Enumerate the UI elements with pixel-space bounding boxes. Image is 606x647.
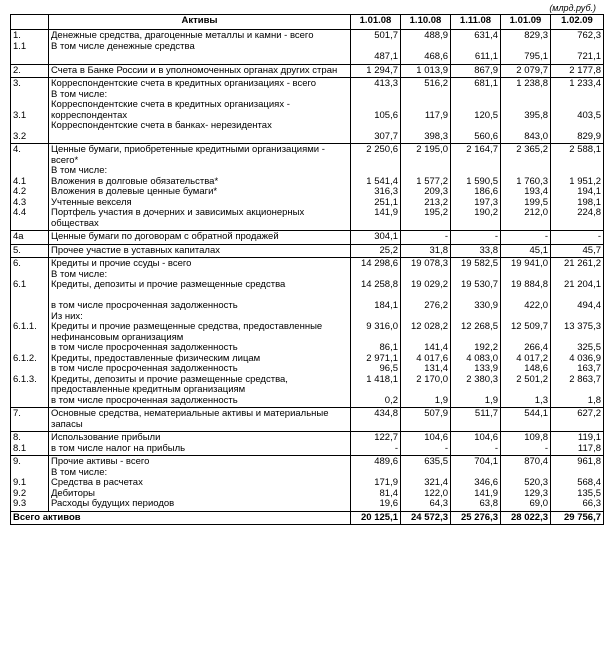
value-cell: 2 177,8 (551, 64, 604, 78)
value-cell: 762,3 721,1 (551, 30, 604, 65)
value-cell: 867,9 (451, 64, 501, 78)
row-label: Корреспондентские счета в кредитных организациях - всего В том числе: Корреспондентские счета в кредитных организациях - корреспондентах Корреспондентские счета в банках- нерезидентах (49, 78, 351, 144)
row-label: Прочее участие в уставных капиталах (49, 244, 351, 258)
row-number: 5. (11, 244, 49, 258)
value-cell: 501,7 487,1 (351, 30, 401, 65)
unit-note: (млрд.руб.) (549, 3, 596, 13)
header-date: 1.11.08 (451, 15, 501, 30)
value-cell: 1 294,7 (351, 64, 401, 78)
table-row (11, 258, 604, 408)
value-cell: 627,2 (551, 408, 604, 432)
value-cell: 28 022,3 (501, 511, 551, 525)
header-no (11, 15, 49, 30)
value-cell: 109,8 - (501, 432, 551, 456)
value-cell: 681,1 120,5 560,6 (451, 78, 501, 144)
value-cell: 2 079,7 (501, 64, 551, 78)
value-cell: 2 164,7 1 590,5 186,6 197,3 190,2 (451, 144, 501, 231)
value-cell: 507,9 (401, 408, 451, 432)
header-date: 1.01.08 (351, 15, 401, 30)
table-body (11, 30, 604, 525)
value-cell: 2 365,2 1 760,3 193,4 199,5 212,0 (501, 144, 551, 231)
table-row (11, 30, 604, 65)
value-cell: 870,4 520,3 129,3 69,0 (501, 456, 551, 512)
value-cell: 544,1 (501, 408, 551, 432)
table-row (11, 144, 604, 231)
header-date: 1.02.09 (551, 15, 604, 30)
value-cell: 25 276,3 (451, 511, 501, 525)
value-cell: 2 250,6 1 541,4 316,3 251,1 141,9 (351, 144, 401, 231)
value-cell: 19 941,0 19 884,8 422,0 12 509,7 266,4 4 017,2 148,6 2 501,2 1,3 (501, 258, 551, 408)
table-row (11, 231, 604, 245)
row-number: 4а (11, 231, 49, 245)
value-cell: 413,3 105,6 307,7 (351, 78, 401, 144)
row-number: 4. 4.1 4.2 4.3 4.4 (11, 144, 49, 231)
value-cell: 31,8 (401, 244, 451, 258)
value-cell: 1 238,8 395,8 843,0 (501, 78, 551, 144)
row-label: Основные средства, нематериальные активы и материальные запасы (49, 408, 351, 432)
row-label: Счета в Банке России и в уполномоченных органах других стран (49, 64, 351, 78)
row-number: 3. 3.1 3.2 (11, 78, 49, 144)
value-cell: 21 261,2 21 204,1 494,4 13 375,3 325,5 4 036,9 163,7 2 863,7 1,8 (551, 258, 604, 408)
row-number: 6. 6.1 6.1.1. 6.1.2. 6.1.3. (11, 258, 49, 408)
table-row (11, 408, 604, 432)
header-assets: Активы (49, 15, 351, 30)
value-cell: 19 078,3 19 029,2 276,2 12 028,2 141,4 4 017,6 131,4 2 170,0 1,9 (401, 258, 451, 408)
row-label: Использование прибыли в том числе налог на прибыль (49, 432, 351, 456)
value-cell: 33,8 (451, 244, 501, 258)
value-cell: - (451, 231, 501, 245)
value-cell: 45,7 (551, 244, 604, 258)
value-cell: 631,4 611,1 (451, 30, 501, 65)
header-date: 1.10.08 (401, 15, 451, 30)
assets-table (10, 14, 604, 525)
row-label: Прочие активы - всего В том числе: Средства в расчетах Дебиторы Расходы будущих периодов (49, 456, 351, 512)
row-number: 8. 8.1 (11, 432, 49, 456)
value-cell: 104,6 - (401, 432, 451, 456)
value-cell: 511,7 (451, 408, 501, 432)
row-number: 7. (11, 408, 49, 432)
header-date: 1.01.09 (501, 15, 551, 30)
value-cell: 488,9 468,6 (401, 30, 451, 65)
value-cell: - (501, 231, 551, 245)
value-cell: 489,6 171,9 81,4 19,6 (351, 456, 401, 512)
value-cell: 19 582,5 19 530,7 330,9 12 268,5 192,2 4 083,0 133,9 2 380,3 1,9 (451, 258, 501, 408)
value-cell: 516,2 117,9 398,3 (401, 78, 451, 144)
value-cell: 14 298,6 14 258,8 184,1 9 316,0 86,1 2 971,1 96,5 1 418,1 0,2 (351, 258, 401, 408)
row-label: Ценные бумаги по договорам с обратной продажей (49, 231, 351, 245)
row-label: Кредиты и прочие ссуды - всего В том числе: Кредиты, депозиты и прочие размещенные средства в том числе просроченная задолженность Из них: Кредиты и прочие размещенные средства, предоставленные нефинансовым организациям в том числе просроченная задолженность Кредиты, предоставленные физическим лицам в том числе просроченная задолженность Кредиты, депозиты и прочие размещенные средства, предоставленные кредитным организациям в том числе просроченная задолженность (49, 258, 351, 408)
total-row (11, 511, 604, 525)
table-row (11, 78, 604, 144)
row-number: 9. 9.1 9.2 9.3 (11, 456, 49, 512)
row-number: 1. 1.1 (11, 30, 49, 65)
value-cell: 20 125,1 (351, 511, 401, 525)
table-row (11, 432, 604, 456)
value-cell: 2 588,1 1 951,2 194,1 198,1 224,8 (551, 144, 604, 231)
value-cell: 2 195,0 1 577,2 209,3 213,2 195,2 (401, 144, 451, 231)
row-label: Ценные бумаги, приобретенные кредитными организациями - всего* В том числе: Вложения в долговые обязательства* Вложения в долевые ценные бумаги* Учтенные векселя Портфель участия в дочерних и зависимых акционерных обществах (49, 144, 351, 231)
value-cell: 122,7 - (351, 432, 401, 456)
value-cell: - (551, 231, 604, 245)
value-cell: 304,1 (351, 231, 401, 245)
value-cell: 434,8 (351, 408, 401, 432)
header-row (11, 15, 604, 30)
value-cell: 1 013,9 (401, 64, 451, 78)
value-cell: 29 756,7 (551, 511, 604, 525)
table-row (11, 456, 604, 512)
value-cell: - (401, 231, 451, 245)
row-number: 2. (11, 64, 49, 78)
value-cell: 45,1 (501, 244, 551, 258)
row-label: Денежные средства, драгоценные металлы и камни - всего В том числе денежные средства (49, 30, 351, 65)
table-row (11, 64, 604, 78)
value-cell: 25,2 (351, 244, 401, 258)
value-cell: 704,1 346,6 141,9 63,8 (451, 456, 501, 512)
value-cell: 635,5 321,4 122,0 64,3 (401, 456, 451, 512)
value-cell: 961,8 568,4 135,5 66,3 (551, 456, 604, 512)
value-cell: 119,1 117,8 (551, 432, 604, 456)
value-cell: 24 572,3 (401, 511, 451, 525)
table-row (11, 244, 604, 258)
value-cell: 1 233,4 403,5 829,9 (551, 78, 604, 144)
value-cell: 829,3 795,1 (501, 30, 551, 65)
value-cell: 104,6 - (451, 432, 501, 456)
total-label: Всего активов (11, 511, 351, 525)
